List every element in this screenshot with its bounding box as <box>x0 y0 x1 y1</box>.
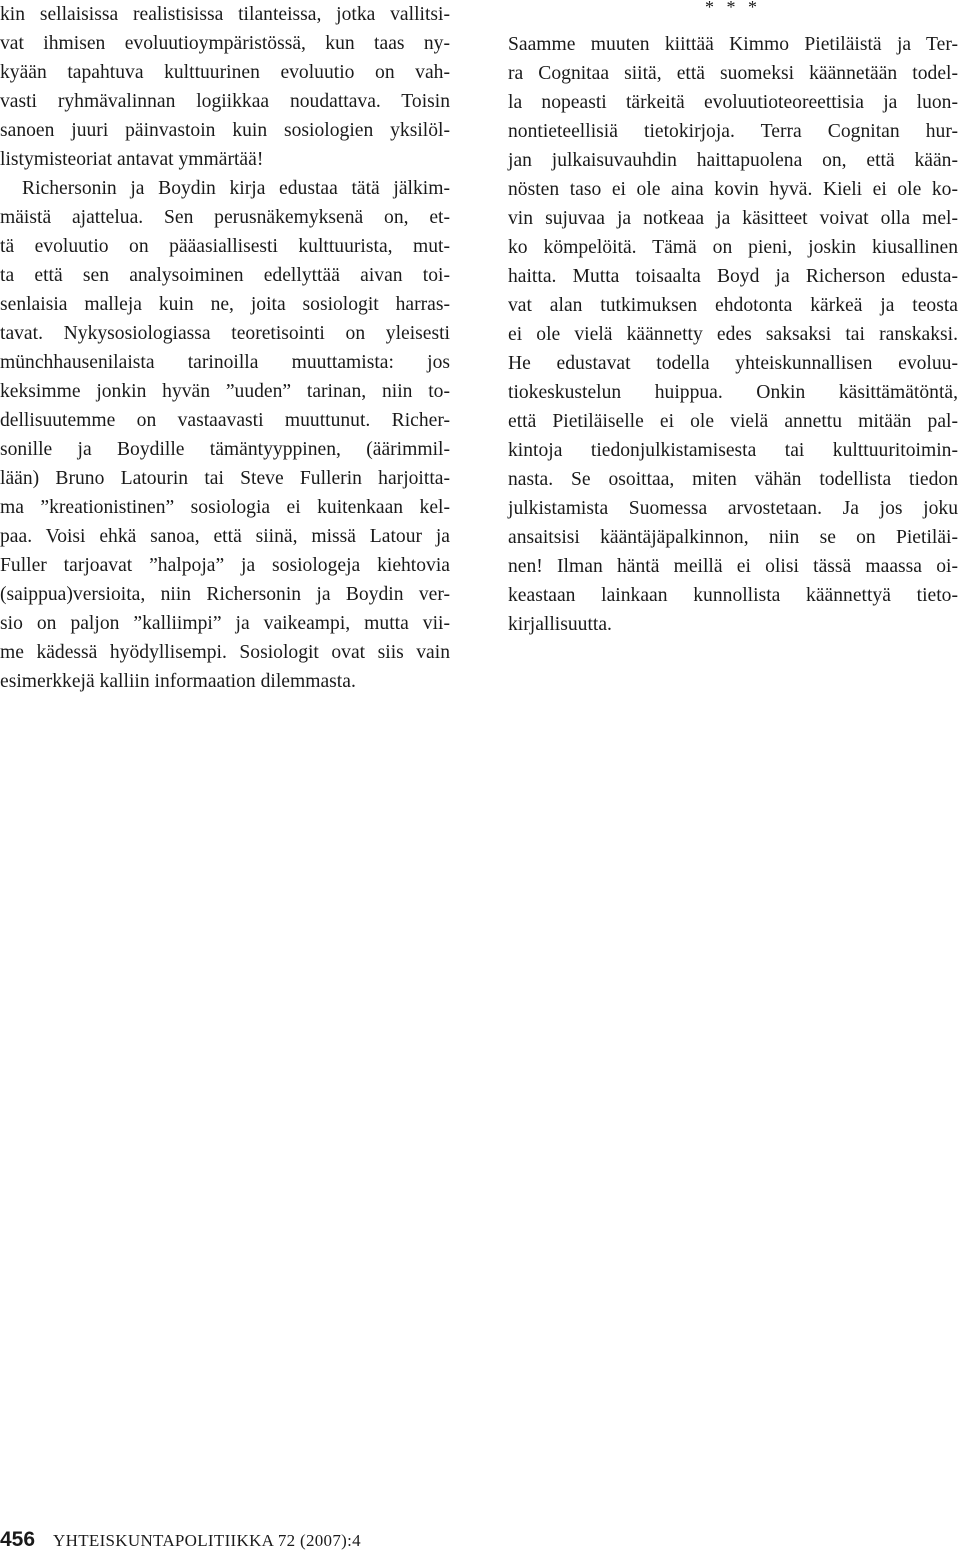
text-line: ko kömpelöitä. Tämä on pieni, joskin kiusallinen <box>508 237 958 258</box>
text-line: ta että sen analysoiminen edellyttää aivan toi- <box>0 265 450 286</box>
text-line: kin sellaisissa realistisissa tilanteissa, jotka vallitsi- <box>0 4 450 25</box>
text-line: jan julkaisuvauhdin haittapuolena on, että kään- <box>508 150 958 171</box>
text-line: että Pietiläiselle ei ole vielä annettu mitään pal- <box>508 411 958 432</box>
text-line: paa. Voisi ehkä sanoa, että siinä, missä Latour ja <box>0 526 450 547</box>
paragraph-3 <box>508 30 958 639</box>
text-line: münchhausenilaista tarinoilla muuttamista: jos <box>0 352 450 373</box>
text-line: nen! Ilman häntä meillä ei olisi tässä maassa oi- <box>508 556 958 577</box>
text-line: He edustavat todella yhteiskunnallisen evoluu- <box>508 353 958 374</box>
text-line: sonille ja Boydille tämäntyyppinen, (äärimmil- <box>0 439 450 460</box>
text-line: haitta. Mutta toisaalta Boyd ja Richerson edusta- <box>508 266 958 287</box>
page-footer <box>0 1526 361 1554</box>
text-line: vat alan tutkimuksen ehdotonta kärkeä ja teosta <box>508 295 958 316</box>
text-line: nasta. Se osoittaa, miten vähän todellista tiedon <box>508 469 958 490</box>
text-line: ei ole vielä käännetty edes saksaksi tai ranskaksi. <box>508 324 958 345</box>
text-line: (saippua)versioita, niin Richersonin ja Boydin ver- <box>0 584 450 605</box>
text-line: julkistamista Suomessa arvostetaan. Ja jos joku <box>508 498 958 519</box>
text-line: nösten taso ei ole aina kovin hyvä. Kieli ei ole ko- <box>508 179 958 200</box>
right-column <box>508 0 958 639</box>
text-line: listymisteoriat antavat ymmärtää! <box>0 149 264 170</box>
text-line: Richersonin ja Boydin kirja edustaa tätä jälkim- <box>22 178 450 199</box>
paragraph-1 <box>0 0 450 174</box>
text-line: kintoja tiedonjulkistamisesta tai kulttuuritoimin- <box>508 440 958 461</box>
text-line: nontieteellisiä tietokirjoja. Terra Cognitan hur- <box>508 121 958 142</box>
text-line: kirjallisuutta. <box>508 614 612 635</box>
text-line: mäistä ajattelua. Sen perusnäkemyksenä on, et- <box>0 207 450 228</box>
text-line: keksimme jonkin hyvän ”uuden” tarinan, niin to- <box>0 381 450 402</box>
text-line: vat ihmisen evoluutioympäristössä, kun taas ny- <box>0 33 450 54</box>
text-line: keastaan lainkaan kunnollista käännettyä tieto- <box>508 585 958 606</box>
text-line: Saamme muuten kiittää Kimmo Pietiläistä ja Ter- <box>508 34 958 55</box>
text-line: tä evoluutio on pääasiallisesti kulttuurista, mut- <box>0 236 450 257</box>
left-column <box>0 0 450 696</box>
text-line: dellisuutemme on vastaavasti muuttunut. Richer- <box>0 410 450 431</box>
text-line: lään) Bruno Latourin tai Steve Fullerin harjoitta- <box>0 468 450 489</box>
text-line: vin sujuvaa ja notkeaa ja käsitteet voivat olla mel- <box>508 208 958 229</box>
page-number: 456 <box>0 1528 36 1551</box>
text-line: sanoen juuri päinvastoin kuin sosiologien yksilöl- <box>0 120 450 141</box>
text-line: la nopeasti tärkeitä evoluutioteoreettisia ja luon- <box>508 92 958 113</box>
journal-citation: YHTEISKUNTAPOLITIIKKA 72 (2007):4 <box>53 1531 361 1550</box>
section-separator: * * * <box>705 0 761 17</box>
text-line: senlaisia malleja kuin ne, joita sosiologit harras- <box>0 294 450 315</box>
text-line: sio on paljon ”kalliimpi” ja vaikeampi, mutta vii- <box>0 613 450 634</box>
text-line: Fuller tarjoavat ”halpoja” ja sosiologeja kiehtovia <box>0 555 450 576</box>
text-line: esimerkkejä kalliin informaation dilemmasta. <box>0 671 356 692</box>
text-line: me kädessä hyödyllisempi. Sosiologit ovat siis vain <box>0 642 450 663</box>
text-line: vasti ryhmävalinnan logiikkaa noudattava. Toisin <box>0 91 450 112</box>
text-line: tiokeskustelun huippua. Onkin käsittämätöntä, <box>508 382 958 403</box>
text-line: ma ”kreationistinen” sosiologia ei kuitenkaan kel- <box>0 497 450 518</box>
text-line: tavat. Nykysosiologiassa teoretisointi on yleisesti <box>0 323 450 344</box>
text-line: kyään tapahtuva kulttuurinen evoluutio on vah- <box>0 62 450 83</box>
text-line: ansaitsisi kääntäjäpalkinnon, niin se on Pietiläi- <box>508 527 958 548</box>
paragraph-2 <box>0 174 450 696</box>
text-line: ra Cognitaa siitä, että suomeksi käännetään todel- <box>508 63 958 84</box>
